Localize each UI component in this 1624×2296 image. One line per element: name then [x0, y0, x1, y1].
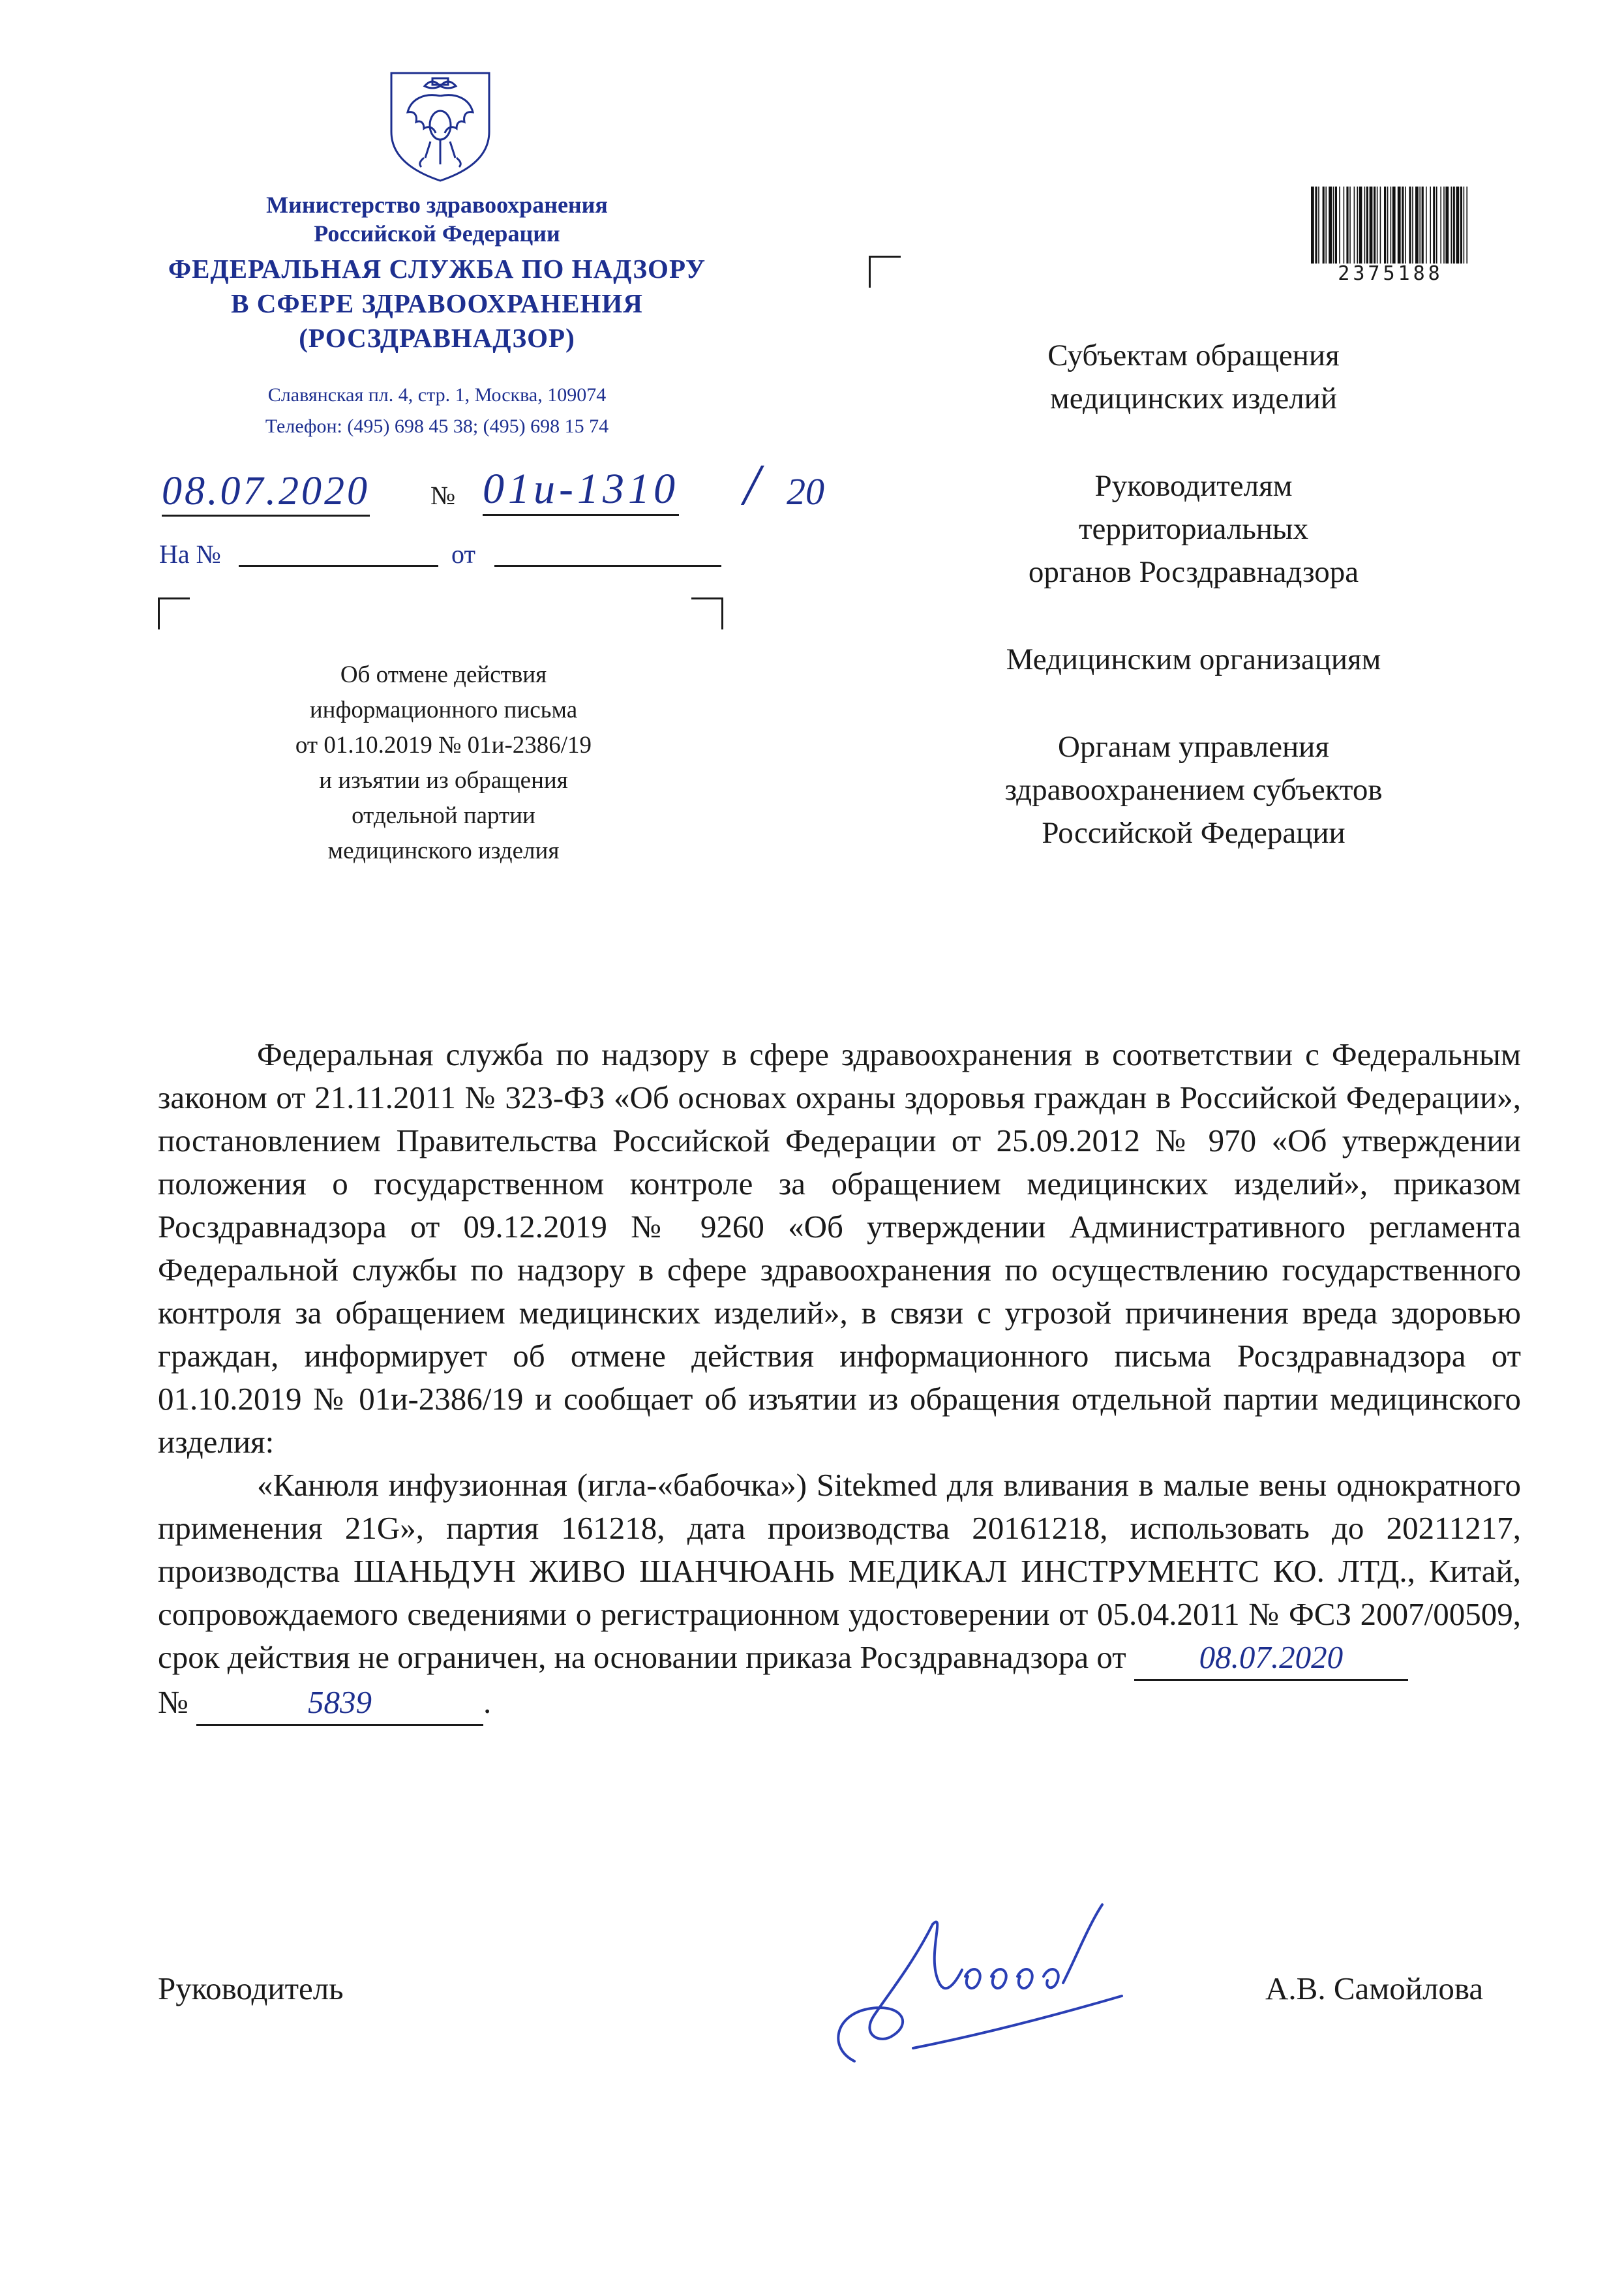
- barcode-bar: [1430, 187, 1431, 264]
- barcode-bar: [1374, 187, 1376, 264]
- order-end-period: .: [483, 1684, 492, 1720]
- barcode-bar: [1426, 187, 1427, 264]
- order-number: 5839: [196, 1681, 483, 1726]
- ministry-name: [143, 190, 730, 248]
- barcode-bar: [1409, 187, 1411, 264]
- agency-address: [143, 380, 730, 442]
- registration-number: 01и-1310: [483, 464, 679, 516]
- barcode-bar: [1456, 187, 1459, 264]
- signer-name: А.В. Самойлова: [1265, 1971, 1484, 2006]
- barcode-bar: [1359, 187, 1362, 264]
- registration-slash: /: [744, 453, 760, 517]
- agency-name: [117, 252, 757, 355]
- barcode-bar: [1387, 187, 1389, 264]
- recipient-line: медицинских изделий: [1049, 382, 1337, 415]
- barcode-bar: [1315, 187, 1317, 264]
- address-line: Телефон: (495) 698 45 38; (495) 698 15 74: [265, 415, 609, 437]
- subject-corner-left: [158, 597, 190, 629]
- ministry-line: Российской Федерации: [314, 220, 560, 247]
- barcode-bar: [1402, 187, 1404, 264]
- barcode-bar: [1357, 187, 1358, 264]
- recipient-line: Российской Федерации: [1042, 816, 1346, 850]
- barcode-number: 2375188: [1338, 262, 1443, 285]
- barcode-bar: [1419, 187, 1421, 264]
- subject-line: отдельной партии: [352, 802, 535, 829]
- subject-line: от 01.10.2019 № 01и-2386/19: [295, 732, 592, 759]
- agency-line: В СФЕРЕ ЗДРАВООХРАНЕНИЯ: [231, 288, 643, 318]
- barcode-bar: [1460, 187, 1462, 264]
- barcode-bar: [1443, 187, 1445, 264]
- subject-corner-right: [691, 597, 723, 629]
- barcode-bar: [1329, 187, 1332, 264]
- barcode-bar: [1453, 187, 1455, 264]
- reply-to-label: На №: [159, 539, 221, 569]
- barcode-bar: [1412, 187, 1413, 264]
- barcode-bar: [1366, 187, 1368, 264]
- barcode-icon: [1310, 187, 1471, 265]
- barcode-bar: [1354, 187, 1355, 264]
- recipient-line: Субъектам обращения: [1047, 339, 1340, 372]
- barcode-bar: [1415, 187, 1419, 264]
- barcode-bar: [1451, 187, 1452, 264]
- registration-date: 08.07.2020: [162, 468, 370, 517]
- recipients-block: [913, 334, 1474, 899]
- order-number-sign: №: [158, 1684, 188, 1720]
- address-line: Славянская пл. 4, стр. 1, Москва, 109074: [267, 384, 607, 406]
- barcode-bar: [1445, 187, 1449, 264]
- registration-suffix: 20: [787, 470, 824, 513]
- barcode-bar: [1440, 187, 1441, 264]
- barcode-bar: [1405, 187, 1406, 264]
- subject-line: информационного письма: [309, 697, 578, 723]
- recipient-group: [913, 334, 1474, 420]
- recipient-line: Медицинским организациям: [1006, 642, 1381, 676]
- barcode-bar: [1436, 187, 1437, 264]
- barcode-bar: [1323, 187, 1325, 264]
- barcode-bar: [1333, 187, 1334, 264]
- subject-line: и изъятии из обращения: [319, 767, 568, 794]
- barcode-bar: [1346, 187, 1348, 264]
- number-sign: №: [430, 481, 456, 510]
- recipient-group: [913, 638, 1474, 681]
- handwritten-signature-icon: [815, 1885, 1154, 2081]
- agency-line: ФЕДЕРАЛЬНАЯ СЛУЖБА ПО НАДЗОРУ: [168, 254, 706, 284]
- order-date: 08.07.2020: [1134, 1636, 1408, 1681]
- body-paragraph-text: «Канюля инфузионная (игла-«бабочка») Sitekmed для вливания в малые вены однократного применения 21G», партия 161218, дата производства 20161218, использовать до 20211217, производства ШАНЬДУН ЖИВО ШАНЧЮАНЬ МЕДИКАЛ ИНСТРУМЕНТС КО. ЛТД., Китай, сопровождаемого сведениями о регистрационном удостоверении от 05.04.2011 № ФСЗ 2007/00509, срок действия не ограничен, на основании приказа Росздравнадзора от: [158, 1467, 1521, 1675]
- barcode-bar: [1318, 187, 1319, 264]
- barcode-bar: [1377, 187, 1378, 264]
- barcode-bar: [1392, 187, 1396, 264]
- barcode-bar: [1433, 187, 1435, 264]
- barcode-bar: [1344, 187, 1345, 264]
- letter-subject: [196, 657, 691, 869]
- barcode-bar: [1335, 187, 1337, 264]
- recipient-group: [913, 464, 1474, 594]
- barcode-bar: [1370, 187, 1373, 264]
- recipient-group: [913, 725, 1474, 854]
- barcode-bar: [1311, 187, 1314, 264]
- barcode-bar: [1464, 187, 1465, 264]
- barcode-bar: [1398, 187, 1401, 264]
- barcode-bar: [1380, 187, 1381, 264]
- barcode-bar: [1384, 187, 1386, 264]
- recipient-line: здравоохранением субъектов: [1004, 773, 1383, 807]
- body-order-line: [158, 1681, 1521, 1726]
- barcode-bar: [1349, 187, 1351, 264]
- russian-coat-of-arms-icon: [385, 60, 496, 184]
- agency-line: (РОСЗДРАВНАДЗОР): [299, 323, 575, 353]
- barcode-bar: [1325, 187, 1327, 264]
- reply-from-date-line: [494, 565, 721, 567]
- reply-to-number-line: [239, 565, 438, 567]
- reply-from-label: от: [451, 539, 475, 569]
- barcode-bar: [1422, 187, 1424, 264]
- barcode-bar: [1466, 187, 1467, 264]
- barcode-bar: [1364, 187, 1366, 264]
- barcode-bar: [1339, 187, 1340, 264]
- recipient-line: Руководителям: [1094, 469, 1293, 503]
- recipient-line: органов Росздравнадзора: [1028, 555, 1359, 589]
- subject-line: медицинского изделия: [327, 838, 560, 864]
- body-paragraph: Федеральная служба по надзору в сфере здравоохранения в соответствии с Федеральным законом от 21.11.2011 № 323-ФЗ «Об основах охраны здоровья граждан в Российской Федерации», постановлением Правительства Российской Федерации от 25.09.2012 № 970 «Об утверждении положения о государственном контроле за обращением медицинских изделий», приказом Росздравнадзора от 09.12.2019 № 9260 «Об утверждении Административного регламента Федеральной службы по надзору в сфере здравоохранения по осуществлению государственного контроля за обращением медицинских изделий», в связи с угрозой причинения вреда здоровью граждан, информирует об отмене действия информационного письма Росздравнадзора от 01.10.2019 № 01и-2386/19 и сообщает об изъятии из обращения отдельной партии медицинского изделия:: [158, 1036, 1521, 1460]
- ministry-line: Министерство здравоохранения: [266, 192, 608, 218]
- recipient-corner-mark: [869, 256, 901, 288]
- barcode-bar: [1391, 187, 1392, 264]
- letter-body: [158, 1033, 1521, 1726]
- subject-line: Об отмене действия: [340, 661, 547, 688]
- recipient-line: Органам управления: [1058, 730, 1329, 764]
- body-paragraph: [158, 1464, 1521, 1681]
- signer-role: Руководитель: [158, 1971, 344, 2006]
- recipient-line: территориальных: [1078, 512, 1309, 546]
